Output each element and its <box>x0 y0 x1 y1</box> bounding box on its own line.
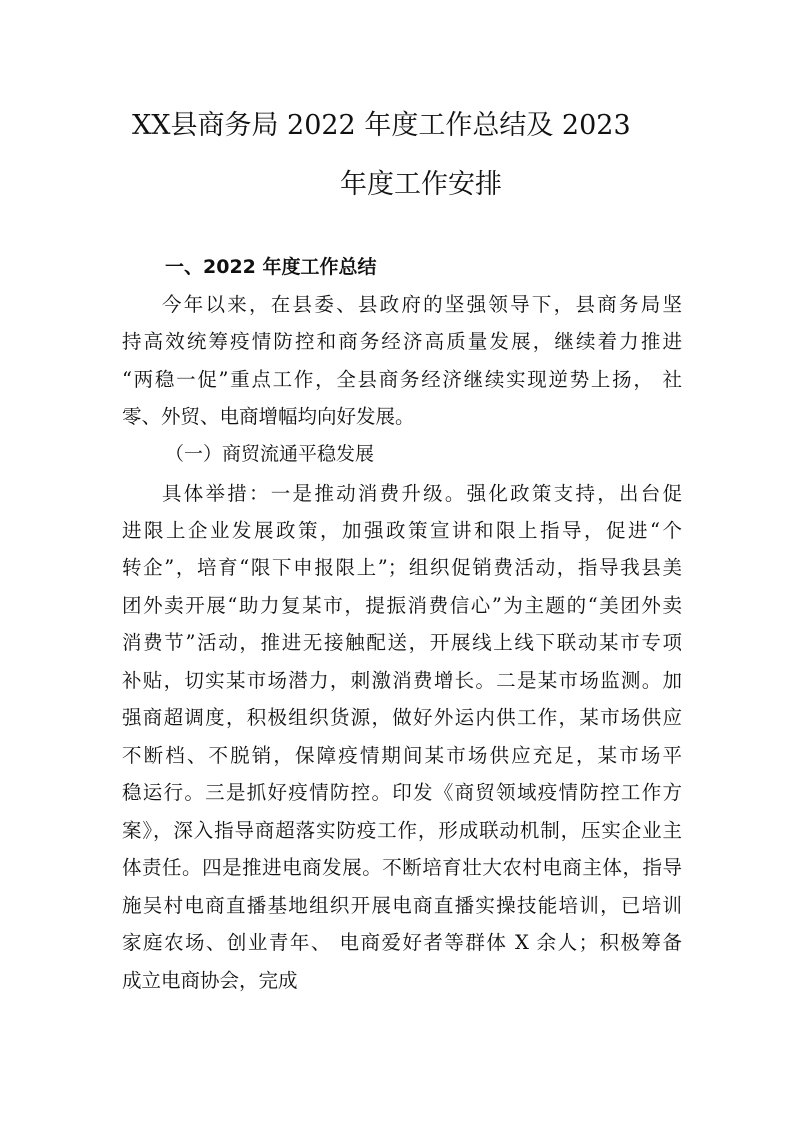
paragraph-line: 具体举措：一是推动消费升级。强化政策支持，出台促 <box>162 482 682 505</box>
paragraph-line: 今年以来，在县委、县政府的坚强领导下，县商务局坚 <box>162 293 682 316</box>
paragraph-line: 补贴，切实某市场潜力，刺激消费增长。二是某市场监测。加 <box>122 669 682 692</box>
paragraph-line: 转企”，培育“限下申报限上”；组织促销费活动，指导我县美 <box>122 556 682 579</box>
paragraph-line: 稳运行。三是抓好疫情防控。印发《商贸领域疫情防控工作方 <box>122 781 682 804</box>
paragraph-line: 体责任。四是推进电商发展。不断培育壮大农村电商主体，指导 <box>122 856 682 879</box>
section-heading: 一、2022 年度工作总结 <box>165 256 377 278</box>
subsection-heading: （一）商贸流通平稳发展 <box>165 443 375 465</box>
paragraph-line: 成立电商协会，完成 <box>122 969 298 992</box>
paragraph-line: 不断档、不脱销，保障疫情期间某市场供应充足，某市场平 <box>122 744 682 767</box>
paragraph-line: 消费节”活动，推进无接触配送，开展线上线下联动某市专项 <box>122 631 682 654</box>
paragraph-line: 强商超调度，积极组织货源，做好外运内供工作，某市场供应 <box>122 706 682 729</box>
paragraph-line: 家庭农场、创业青年、 电商爱好者等群体 X 余人；积极筹备 <box>122 931 682 954</box>
paragraph-line: 施吴村电商直播基地组织开展电商直播实操技能培训，已培训 <box>122 894 682 917</box>
paragraph-line: 零、外贸、电商增幅均向好发展。 <box>122 405 415 428</box>
document-title-line-1: XX县商务局 2022 年度工作总结及 2023 <box>132 110 631 141</box>
document-title-line-2: 年度工作安排 <box>340 169 502 200</box>
paragraph-line: 团外卖开展“助力复某市，提振消费信心”为主题的“美团外卖 <box>122 594 682 617</box>
paragraph-line: 案》，深入指导商超落实防疫工作，形成联动机制，压实企业主 <box>122 819 682 842</box>
paragraph-line: 进限上企业发展政策，加强政策宣讲和限上指导，促进“个 <box>122 519 682 542</box>
paragraph-line: “两稳一促”重点工作，全县商务经济继续实现逆势上扬， 社 <box>122 368 682 391</box>
paragraph-line: 持高效统筹疫情防控和商务经济高质量发展，继续着力推进 <box>122 330 682 353</box>
